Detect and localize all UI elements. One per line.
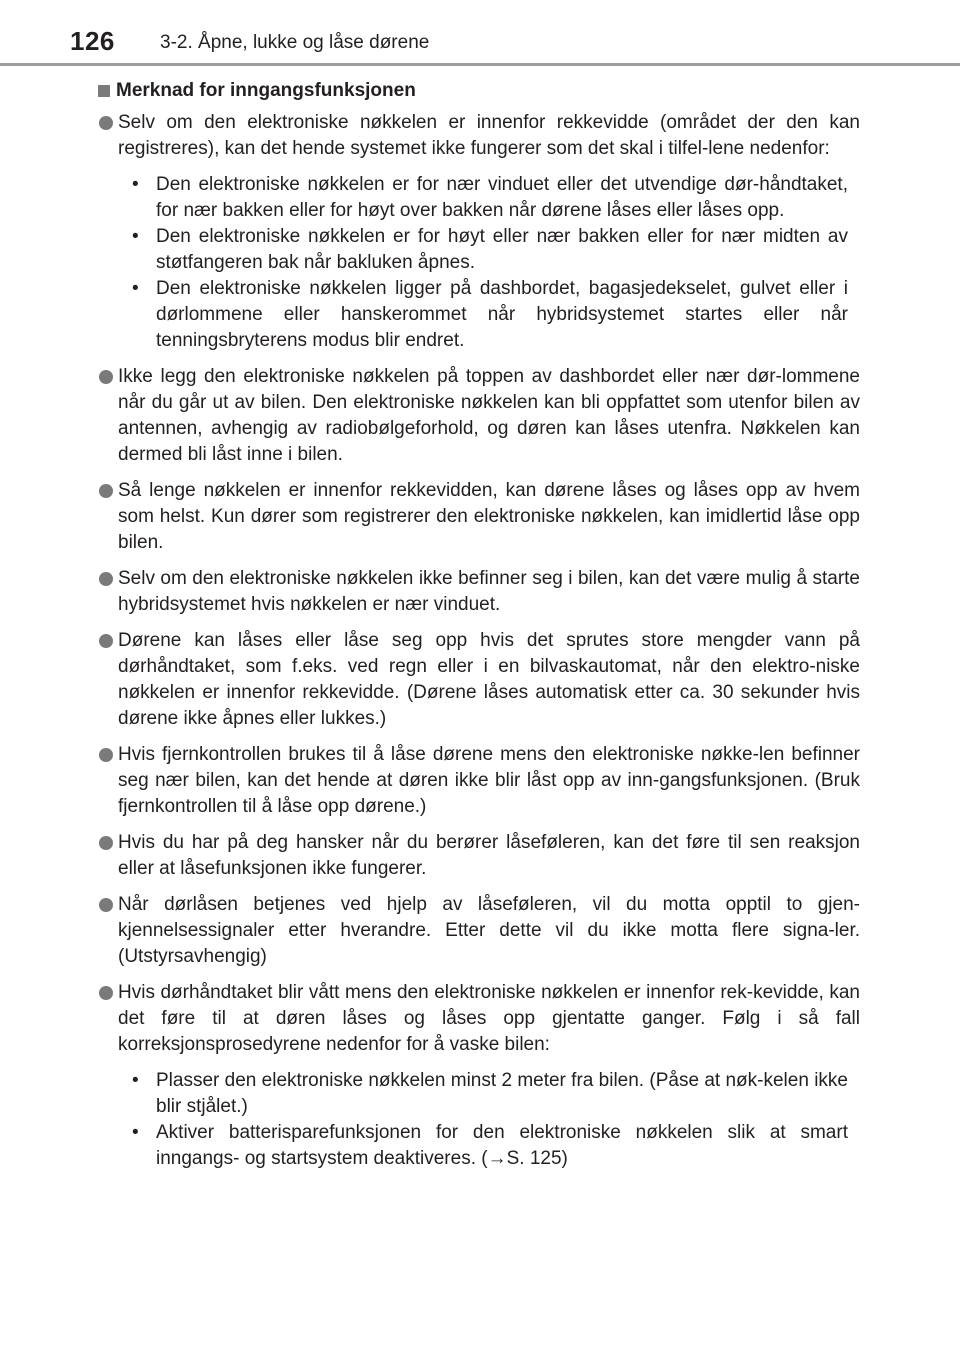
- note-text: Selv om den elektroniske nøkkelen er innenfor rekkevidde (området der den kan registreres), kan det hende systemet ikke fungerer som det skal i tilfel-lene nedenfor:: [118, 112, 860, 159]
- sub-list-item: [118, 276, 860, 354]
- note-text: Hvis du har på deg hansker når du berører låseføleren, kan det føre til sen reaksjon eller at låsefunksjonen ikke fungerer.: [118, 832, 860, 879]
- note-text: Hvis fjernkontrollen brukes til å låse dørene mens den elektroniske nøkke-len befinner seg nær bilen, kan det hende at døren ikke blir låst opp av inn-gangsfunksjonen. (Bruk fjernkontrollen til å låse opp dørene.): [118, 744, 860, 817]
- page-number: 126: [70, 26, 115, 56]
- dot-bullet-icon: •: [132, 174, 139, 195]
- note-item: [98, 566, 860, 618]
- header-divider: [0, 63, 960, 66]
- circle-bullet-icon: [99, 370, 113, 384]
- circle-bullet-icon: [99, 572, 113, 586]
- sub-item-text: Den elektroniske nøkkelen ligger på dashbordet, bagasjedekselet, gulvet eller i dørlommene eller hanskerommet når hybridsystemet startes eller når tenningsbryterens modus blir endret.: [156, 278, 848, 351]
- note-item: [98, 110, 860, 354]
- circle-bullet-icon: [99, 986, 113, 1000]
- note-text: Hvis dørhåndtaket blir vått mens den elektroniske nøkkelen er innenfor rek-kevidde, kan det føre til at døren låses og låses opp gjentatte ganger. Følg i så fall korreksjonsprosedyrene nedenfor for å vaske bilen:: [118, 982, 860, 1055]
- circle-bullet-icon: [99, 634, 113, 648]
- note-item: [98, 892, 860, 970]
- note-text: Når dørlåsen betjenes ved hjelp av låseføleren, vil du motta opptil to gjen-kjennelsessignaler etter hverandre. Etter dette vil du ikke motta flere signa-ler. (Utstyrsavhengig): [118, 894, 860, 967]
- chapter-title: 3-2. Åpne, lukke og låse dørene: [160, 32, 430, 53]
- sub-list-item: [118, 224, 860, 276]
- sub-list: [118, 172, 860, 354]
- note-item: [98, 742, 860, 820]
- sub-item-text: Den elektroniske nøkkelen er for høyt eller nær bakken eller for nær midten av støtfangeren bak når bakluken åpnes.: [156, 226, 848, 273]
- sub-item-text: Den elektroniske nøkkelen er for nær vinduet eller det utvendige dør-håndtaket, for nær bakken eller for høyt over bakken når dørene låses eller låses opp.: [156, 174, 848, 221]
- page-header: [0, 0, 960, 64]
- note-item: [98, 628, 860, 732]
- circle-bullet-icon: [99, 836, 113, 850]
- dot-bullet-icon: •: [132, 278, 139, 299]
- circle-bullet-icon: [99, 484, 113, 498]
- note-text: Ikke legg den elektroniske nøkkelen på toppen av dashbordet eller nær dør-lommene når du går ut av bilen. Den elektroniske nøkkelen kan bli oppfattet som utenfor bilen av antennen, avhengig av radiobølgeforhold, og døren kan låses utenfra. Nøkkelen kan dermed bli låst inne i bilen.: [118, 366, 860, 465]
- note-text: Selv om den elektroniske nøkkelen ikke befinner seg i bilen, kan det være mulig å starte hybridsystemet hvis nøkkelen er nær vinduet.: [118, 568, 860, 615]
- section-heading-text: Merknad for inngangsfunksjonen: [116, 80, 416, 101]
- note-item: [98, 980, 860, 1172]
- sub-list-item: [118, 1068, 860, 1120]
- dot-bullet-icon: •: [132, 1122, 139, 1143]
- note-text: Så lenge nøkkelen er innenfor rekkevidden, kan dørene låses og låses opp av hvem som helst. Kun dører som registrerer den elektroniske nøkkelen, kan imidlertid låse opp bilen.: [118, 480, 860, 553]
- note-item: [98, 830, 860, 882]
- dot-bullet-icon: •: [132, 226, 139, 247]
- note-text: Dørene kan låses eller låse seg opp hvis det sprutes store mengder vann på dørhåndtaket, som f.eks. ved regn eller i en bilvaskautomat, når den elektro-niske nøkkelen er innenfor rekkevidde. (Dørene låses automatisk etter ca. 30 sekunder hvis dørene ikke åpnes eller lukkes.): [118, 630, 860, 729]
- circle-bullet-icon: [99, 748, 113, 762]
- dot-bullet-icon: •: [132, 1070, 139, 1091]
- note-item: [98, 364, 860, 468]
- sub-item-text: Plasser den elektroniske nøkkelen minst 2 meter fra bilen. (Påse at nøk-kelen ikke blir stjålet.): [156, 1070, 848, 1117]
- note-item: [98, 478, 860, 556]
- sub-list: [118, 1068, 860, 1172]
- sub-item-text: Aktiver batterisparefunksjonen for den elektroniske nøkkelen slik at smart inngangs- og startsystem deaktiveres. (→S. 125): [156, 1122, 848, 1169]
- section-heading: [98, 78, 860, 104]
- sub-list-item: [118, 1120, 860, 1172]
- page-content: [98, 78, 860, 1182]
- circle-bullet-icon: [99, 116, 113, 130]
- sub-list-item: [118, 172, 860, 224]
- square-bullet-icon: [98, 85, 110, 97]
- circle-bullet-icon: [99, 898, 113, 912]
